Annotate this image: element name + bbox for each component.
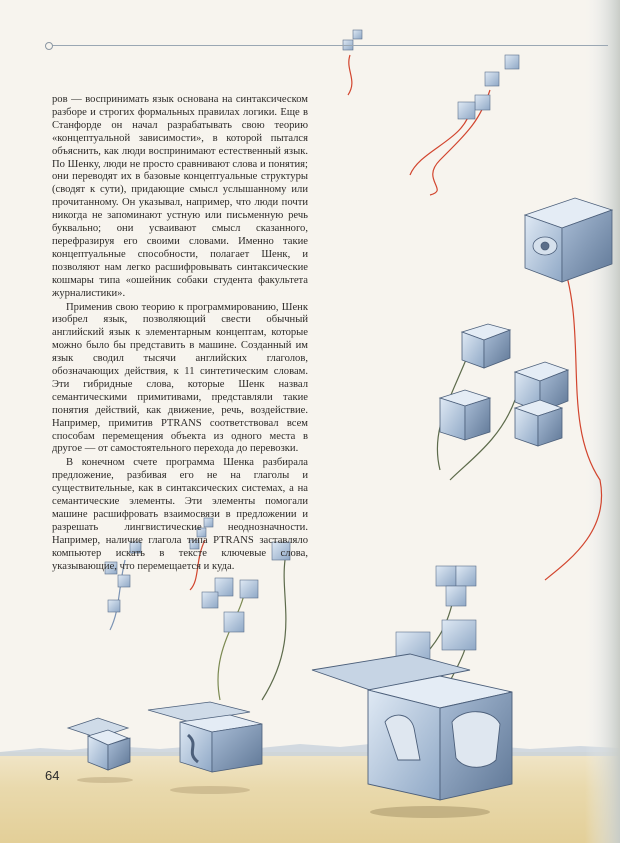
paragraph-3: В конечном счете программа Шенка разбирала предложение, разбивая его не на глаголы и существительные, как в синтаксических системах, а на семантические элементы. Эти элементы помогали машине расшифровать взаимосвязи в предложении и разрешать лингвистические неоднозначности. Например, наличие глагола типа PTRANS заставляло компьютер искать в тексте ключевые слова, указывающие, что перемещается и куда.	[52, 457, 308, 572]
article-body	[52, 94, 308, 575]
mid-cubes	[440, 324, 568, 446]
desert-ground	[0, 752, 620, 843]
paragraph-1: ров — воспринимать язык основана на синтаксическом разборе и строгих формальных правилах логики. Еще в Станфорде он начал разрабатывать свою теорию «концептуальной зависимости», в которой пытался объяснить, как люди воспринимают естественный язык. По Шенку, люди не просто сравнивают слова и понятия; они переводят их в базовые концептуальные структуры (сводят к сути), придающие смысл услышанному или прочитанному. Он указывал, например, что люди почти никогда не запоминают устную или письменную речь буквально; они усваивают смысл сказанного, перефразируя его своими словами. Именно такие концептуальные способности, полагает Шенк, и позволяют нам легко расшифровывать синтаксические кошмары типа «ошейник собаки студента факультета журналистики».	[52, 94, 308, 299]
paragraph-2: Применив свою теорию к программированию, Шенк изобрел язык, позволяющий свести обычный английский язык к элементарным концептам, которые можно было бы представить в машине. Созданный им язык сводил тысячи английских глаголов, обозначающих действия, к 11 синтетическим словам. Эти гибридные слова, которые Шенк назвал семантическими примитивами, представляли такие понятия действий, как движение, речь, воздействие. Например, примитив PTRANS соответствовал всем способам перемещения объекта из одного места в другое — от самостоятельного перехода до перевозки.	[52, 301, 308, 455]
header-rule	[48, 45, 608, 46]
small-cubes-top	[343, 30, 519, 119]
page-number: 64	[45, 768, 60, 783]
header-rule-dot	[45, 42, 53, 50]
